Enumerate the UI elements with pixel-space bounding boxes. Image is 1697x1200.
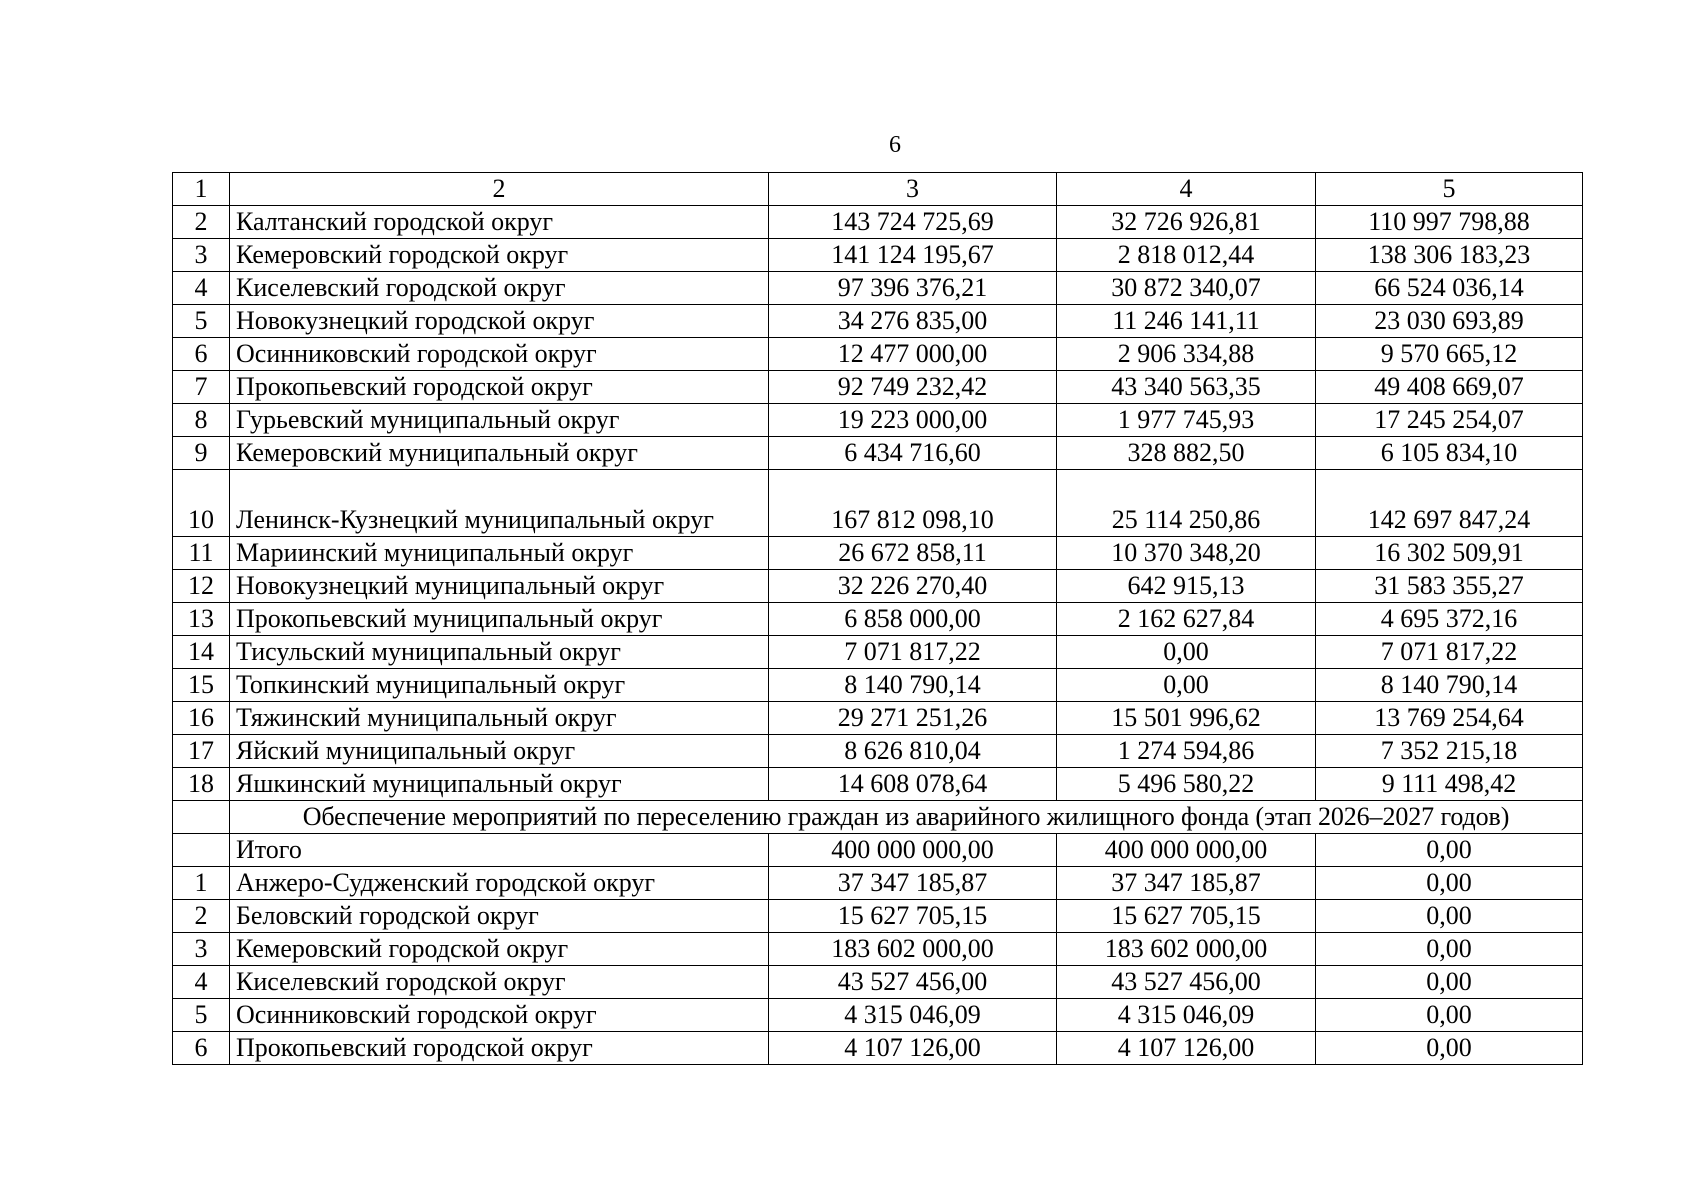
amount-col5-cell: 31 583 355,27 [1316,570,1583,603]
amount-col5-cell: 7 352 215,18 [1316,735,1583,768]
amount-col4-cell: 11 246 141,11 [1057,305,1316,338]
row-number-cell: 12 [173,570,230,603]
municipality-name-cell: Калтанский городской округ [230,206,769,239]
amount-col4-cell: 2 818 012,44 [1057,239,1316,272]
amount-col4-cell: 2 906 334,88 [1057,338,1316,371]
amount-col5-cell: 0,00 [1316,867,1583,900]
municipality-name-cell: Гурьевский муниципальный округ [230,404,769,437]
table-row [173,371,1583,404]
amount-col4-cell: 43 340 563,35 [1057,371,1316,404]
municipality-name-cell: Беловский городской округ [230,900,769,933]
municipality-name-cell: Кемеровский городской округ [230,239,769,272]
amount-col4-cell: 10 370 348,20 [1057,537,1316,570]
amount-col4-cell: 43 527 456,00 [1057,966,1316,999]
amount-col5-cell: 23 030 693,89 [1316,305,1583,338]
amount-col3-cell: 8 140 790,14 [769,669,1057,702]
amount-col5-cell: 0,00 [1316,933,1583,966]
amount-col5-cell: 9 111 498,42 [1316,768,1583,801]
row-number-cell: 1 [173,867,230,900]
amount-col3-cell: 19 223 000,00 [769,404,1057,437]
amount-col5-cell: 138 306 183,23 [1316,239,1583,272]
amount-col5-cell: 0,00 [1316,834,1583,867]
section-title: Обеспечение мероприятий по переселению граждан из аварийного жилищного фонда (этап 2026–2027 годов) [230,801,1583,834]
table-row [173,206,1583,239]
amount-col5-cell: 0,00 [1316,900,1583,933]
municipality-name-cell: Осинниковский городской округ [230,999,769,1032]
table-row [173,966,1583,999]
amount-col3-cell: 12 477 000,00 [769,338,1057,371]
amount-col5-cell: 49 408 669,07 [1316,371,1583,404]
amount-col3-cell: 4 315 046,09 [769,999,1057,1032]
table-row [173,239,1583,272]
row-number-cell: 14 [173,636,230,669]
amount-col4-cell: 25 114 250,86 [1057,470,1316,537]
amount-col4-cell: 328 882,50 [1057,437,1316,470]
table-row [173,272,1583,305]
table-row [173,999,1583,1032]
municipality-name-cell: Яйский муниципальный округ [230,735,769,768]
amount-col3-cell: 4 107 126,00 [769,1032,1057,1065]
amount-col5-cell: 0,00 [1316,999,1583,1032]
municipality-name-cell: Новокузнецкий муниципальный округ [230,570,769,603]
row-number-cell: 15 [173,669,230,702]
row-number-cell [173,834,230,867]
municipality-name-cell: Новокузнецкий городской округ [230,305,769,338]
amount-col4-cell: 0,00 [1057,636,1316,669]
table-row [173,636,1583,669]
table-row [173,338,1583,371]
amount-col5-cell: 66 524 036,14 [1316,272,1583,305]
municipality-name-cell: Киселевский городской округ [230,272,769,305]
row-number-cell: 17 [173,735,230,768]
row-number-cell: 5 [173,999,230,1032]
row-number-cell: 10 [173,470,230,537]
row-number-cell: 18 [173,768,230,801]
municipality-name-cell: Анжеро-Судженский городской округ [230,867,769,900]
amount-col5-cell: 0,00 [1316,966,1583,999]
amount-col3-cell: 8 626 810,04 [769,735,1057,768]
amount-col4-cell: 183 602 000,00 [1057,933,1316,966]
amount-col5-cell: 9 570 665,12 [1316,338,1583,371]
amount-col3-cell: 97 396 376,21 [769,272,1057,305]
row-number-cell: 16 [173,702,230,735]
amount-col3-cell: 183 602 000,00 [769,933,1057,966]
amount-col5-cell: 13 769 254,64 [1316,702,1583,735]
amount-col5-cell: 110 997 798,88 [1316,206,1583,239]
amount-col4-cell: 1 274 594,86 [1057,735,1316,768]
table-row [173,900,1583,933]
row-number-cell: 4 [173,272,230,305]
amount-col4-cell: 642 915,13 [1057,570,1316,603]
municipality-name-cell: Прокопьевский городской округ [230,371,769,404]
amount-col4-cell: 400 000 000,00 [1057,834,1316,867]
amount-col4-cell: 0,00 [1057,669,1316,702]
municipality-name-cell: Киселевский городской округ [230,966,769,999]
amount-col4-cell: 15 627 705,15 [1057,900,1316,933]
amount-col5-cell: 7 071 817,22 [1316,636,1583,669]
amount-col5-cell: 16 302 509,91 [1316,537,1583,570]
table-row [173,404,1583,437]
amount-col3-cell: 143 724 725,69 [769,206,1057,239]
amount-col5-cell: 0,00 [1316,1032,1583,1065]
municipality-name-cell: Тисульский муниципальный округ [230,636,769,669]
table-row [173,1032,1583,1065]
municipality-name-cell: Кемеровский городской округ [230,933,769,966]
row-number-cell: 7 [173,371,230,404]
total-row [173,834,1583,867]
amount-col3-cell: 15 627 705,15 [769,900,1057,933]
municipality-name-cell: Яшкинский муниципальный округ [230,768,769,801]
row-number-cell: 3 [173,933,230,966]
row-number-cell: 3 [173,239,230,272]
table-row [173,305,1583,338]
table-row [173,470,1583,537]
table-row [173,669,1583,702]
amount-col5-cell: 17 245 254,07 [1316,404,1583,437]
section-number-cell [173,801,230,834]
amount-col3-cell: 141 124 195,67 [769,239,1057,272]
amount-col3-cell: 37 347 185,87 [769,867,1057,900]
amount-col3-cell: 32 226 270,40 [769,570,1057,603]
municipality-name-cell: Прокопьевский муниципальный округ [230,603,769,636]
amount-col3-cell: 92 749 232,42 [769,371,1057,404]
municipality-name-cell: Прокопьевский городской округ [230,1032,769,1065]
table-row [173,933,1583,966]
amount-col3-cell: 167 812 098,10 [769,470,1057,537]
header-cell: 3 [769,173,1057,206]
table-row [173,437,1583,470]
header-cell: 1 [173,173,230,206]
municipality-name-cell: Ленинск-Кузнецкий муниципальный округ [230,470,769,537]
table-row [173,735,1583,768]
amount-col5-cell: 4 695 372,16 [1316,603,1583,636]
header-cell: 2 [230,173,769,206]
amount-col3-cell: 14 608 078,64 [769,768,1057,801]
amount-col4-cell: 4 107 126,00 [1057,1032,1316,1065]
table-row [173,603,1583,636]
municipality-name-cell: Кемеровский муниципальный округ [230,437,769,470]
amount-col3-cell: 400 000 000,00 [769,834,1057,867]
municipality-name-cell: Осинниковский городской округ [230,338,769,371]
row-number-cell: 5 [173,305,230,338]
municipality-name-cell: Итого [230,834,769,867]
municipality-name-cell: Тяжинский муниципальный округ [230,702,769,735]
amount-col3-cell: 6 434 716,60 [769,437,1057,470]
amount-col5-cell: 6 105 834,10 [1316,437,1583,470]
allocation-table [172,172,1583,1065]
amount-col4-cell: 2 162 627,84 [1057,603,1316,636]
row-number-cell: 2 [173,900,230,933]
amount-col3-cell: 29 271 251,26 [769,702,1057,735]
row-number-cell: 4 [173,966,230,999]
page-number: 6 [889,132,901,158]
row-number-cell: 6 [173,1032,230,1065]
amount-col4-cell: 15 501 996,62 [1057,702,1316,735]
row-number-cell: 11 [173,537,230,570]
row-number-cell: 6 [173,338,230,371]
amount-col4-cell: 37 347 185,87 [1057,867,1316,900]
amount-col4-cell: 32 726 926,81 [1057,206,1316,239]
table-row [173,867,1583,900]
table-header-row [173,173,1583,206]
amount-col3-cell: 7 071 817,22 [769,636,1057,669]
amount-col4-cell: 4 315 046,09 [1057,999,1316,1032]
amount-col3-cell: 26 672 858,11 [769,537,1057,570]
row-number-cell: 13 [173,603,230,636]
municipality-name-cell: Топкинский муниципальный округ [230,669,769,702]
row-number-cell: 2 [173,206,230,239]
table-row [173,537,1583,570]
amount-col4-cell: 30 872 340,07 [1057,272,1316,305]
row-number-cell: 8 [173,404,230,437]
row-number-cell: 9 [173,437,230,470]
amount-col5-cell: 8 140 790,14 [1316,669,1583,702]
amount-col3-cell: 6 858 000,00 [769,603,1057,636]
table-row [173,702,1583,735]
amount-col5-cell: 142 697 847,24 [1316,470,1583,537]
amount-col4-cell: 5 496 580,22 [1057,768,1316,801]
amount-col3-cell: 34 276 835,00 [769,305,1057,338]
table-row [173,570,1583,603]
municipality-name-cell: Мариинский муниципальный округ [230,537,769,570]
table-row [173,768,1583,801]
section-title-row [173,801,1583,834]
header-cell: 5 [1316,173,1583,206]
header-cell: 4 [1057,173,1316,206]
amount-col4-cell: 1 977 745,93 [1057,404,1316,437]
amount-col3-cell: 43 527 456,00 [769,966,1057,999]
